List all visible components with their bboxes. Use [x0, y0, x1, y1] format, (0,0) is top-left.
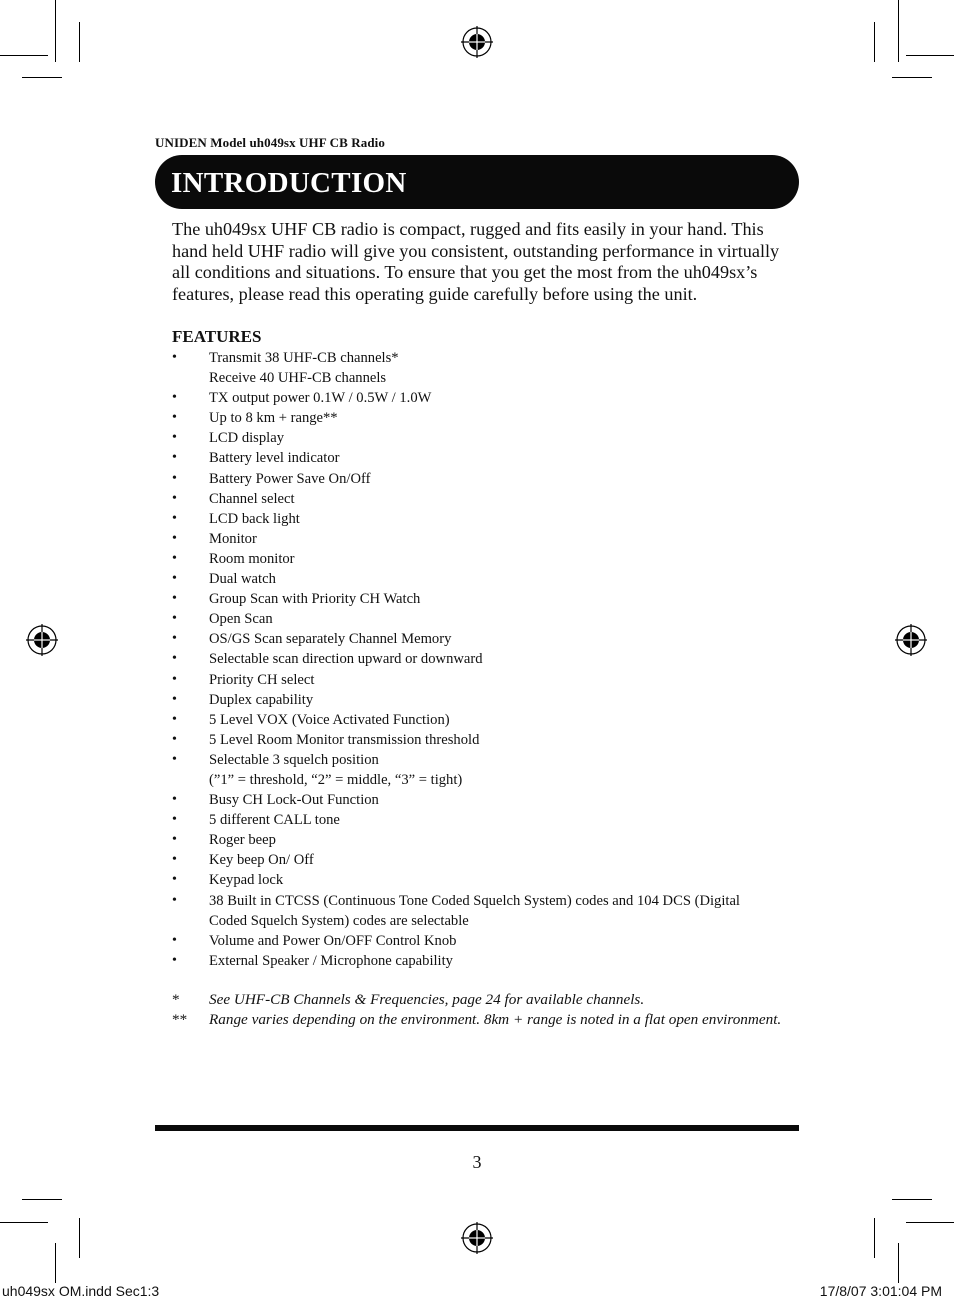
feature-line: Room monitor — [209, 550, 295, 567]
bullet-icon: • — [172, 731, 177, 747]
feature-item — [172, 589, 792, 609]
bullet-icon: • — [172, 530, 177, 546]
footnote-mark: ** — [172, 1011, 188, 1029]
feature-item — [172, 549, 792, 569]
bullet-icon: • — [172, 872, 177, 888]
registration-mark-right-icon — [895, 624, 927, 656]
bullet-icon: • — [172, 952, 177, 968]
feature-line: Selectable scan direction upward or downward — [209, 651, 483, 668]
bullet-icon: • — [172, 450, 177, 466]
registration-mark-left-icon — [26, 624, 58, 656]
footnote-mark: * — [172, 991, 180, 1008]
feature-line: Channel select — [209, 490, 295, 507]
feature-item — [172, 469, 792, 489]
feature-item — [172, 891, 792, 931]
feature-line: Volume and Power On/OFF Control Knob — [209, 932, 457, 949]
feature-item — [172, 951, 792, 971]
feature-line: Transmit 38 UHF-CB channels* — [209, 350, 399, 366]
bullet-icon: • — [172, 671, 177, 687]
feature-item — [172, 529, 792, 549]
feature-item — [172, 448, 792, 468]
print-slug-file: uh049sx OM.indd Sec1:3 — [2, 1283, 160, 1299]
feature-line: Group Scan with Priority CH Watch — [209, 591, 421, 608]
bullet-icon: • — [172, 490, 177, 506]
feature-item — [172, 730, 792, 750]
bullet-icon: • — [172, 711, 177, 727]
feature-item — [172, 408, 792, 428]
feature-item — [172, 870, 792, 890]
feature-item — [172, 348, 792, 388]
feature-line: External Speaker / Microphone capability — [209, 952, 453, 969]
bullet-icon: • — [172, 812, 177, 828]
bullet-icon: • — [172, 651, 177, 667]
feature-item — [172, 690, 792, 710]
footnote — [172, 990, 792, 1010]
bullet-icon: • — [172, 470, 177, 486]
bullet-icon: • — [172, 350, 177, 365]
section-title: INTRODUCTION — [171, 167, 407, 199]
feature-item — [172, 931, 792, 951]
running-header: UNIDEN Model uh049sx UHF CB Radio — [155, 135, 385, 150]
intro-paragraph: The uh049sx UHF CB radio is compact, rugged and fits easily in your hand. This hand held UHF radio will give you consistent, outstanding performance in virtually all conditions and situations. To ensure that you get the most from the uh049sx’s features, please read this operating guide carefully before using the unit. — [172, 219, 780, 304]
feature-line: (”1” = threshold, “2” = middle, “3” = tight) — [209, 771, 463, 788]
feature-line: Up to 8 km + range** — [209, 410, 338, 427]
feature-line: Coded Squelch System) codes are selectable — [209, 912, 469, 929]
feature-item — [172, 489, 792, 509]
feature-line: Key beep On/ Off — [209, 852, 314, 869]
feature-item — [172, 790, 792, 810]
bullet-icon: • — [172, 611, 177, 627]
bullet-icon: • — [172, 852, 177, 868]
feature-line: Busy CH Lock-Out Function — [209, 792, 379, 809]
feature-item — [172, 509, 792, 529]
feature-line: Keypad lock — [209, 872, 284, 889]
feature-line: Monitor — [209, 530, 257, 547]
footnote-text: Range varies depending on the environment. 8km + range is noted in a flat open environment. — [209, 1011, 782, 1029]
footnotes — [172, 990, 792, 1030]
bullet-icon: • — [172, 410, 177, 426]
feature-line: 5 Level VOX (Voice Activated Function) — [209, 711, 450, 728]
feature-item — [172, 830, 792, 850]
feature-item — [172, 569, 792, 589]
print-slug-timestamp: 17/8/07 3:01:04 PM — [819, 1283, 942, 1299]
feature-line: TX output power 0.1W / 0.5W / 1.0W — [209, 390, 432, 407]
feature-item — [172, 710, 792, 730]
feature-item — [172, 629, 792, 649]
bullet-icon: • — [172, 631, 177, 647]
feature-line: Receive 40 UHF-CB channels — [209, 370, 387, 387]
feature-item — [172, 428, 792, 448]
feature-line: LCD display — [209, 430, 284, 447]
features-list — [172, 348, 792, 971]
feature-line: Battery level indicator — [209, 450, 340, 467]
feature-line: Dual watch — [209, 571, 276, 588]
bullet-icon: • — [172, 932, 177, 948]
bullet-icon: • — [172, 751, 177, 767]
feature-item — [172, 670, 792, 690]
bullet-icon: • — [172, 571, 177, 587]
feature-item — [172, 810, 792, 830]
feature-line: Open Scan — [209, 611, 273, 628]
footer-rule — [155, 1125, 799, 1131]
footnote — [172, 1010, 792, 1030]
features-heading: FEATURES — [172, 327, 262, 346]
bullet-icon: • — [172, 510, 177, 526]
bullet-icon: • — [172, 591, 177, 607]
bullet-icon: • — [172, 691, 177, 707]
feature-line: Roger beep — [209, 832, 276, 849]
section-banner — [155, 155, 799, 209]
bullet-icon: • — [172, 550, 177, 566]
page-number: 3 — [472, 1152, 482, 1172]
footnote-text: See UHF-CB Channels & Frequencies, page 24 for available channels. — [209, 991, 645, 1008]
bullet-icon: • — [172, 832, 177, 848]
feature-line: LCD back light — [209, 510, 300, 527]
feature-item — [172, 649, 792, 669]
bullet-icon: • — [172, 792, 177, 808]
feature-item — [172, 850, 792, 870]
feature-item — [172, 609, 792, 629]
feature-line: Battery Power Save On/Off — [209, 470, 371, 487]
feature-item — [172, 750, 792, 790]
feature-line: 5 Level Room Monitor transmission threshold — [209, 731, 480, 748]
feature-line: Priority CH select — [209, 671, 315, 688]
bullet-icon: • — [172, 430, 177, 446]
bullet-icon: • — [172, 390, 177, 406]
feature-line: Selectable 3 squelch position — [209, 751, 379, 768]
registration-mark-bottom-icon — [461, 1222, 493, 1254]
feature-line: 38 Built in CTCSS (Continuous Tone Coded Squelch System) codes and 104 DCS (Digital — [209, 892, 740, 909]
bullet-icon: • — [172, 892, 177, 908]
feature-item — [172, 388, 792, 408]
feature-line: 5 different CALL tone — [209, 812, 340, 829]
feature-line: OS/GS Scan separately Channel Memory — [209, 631, 452, 648]
registration-mark-top-icon — [461, 26, 493, 58]
feature-line: Duplex capability — [209, 691, 314, 708]
